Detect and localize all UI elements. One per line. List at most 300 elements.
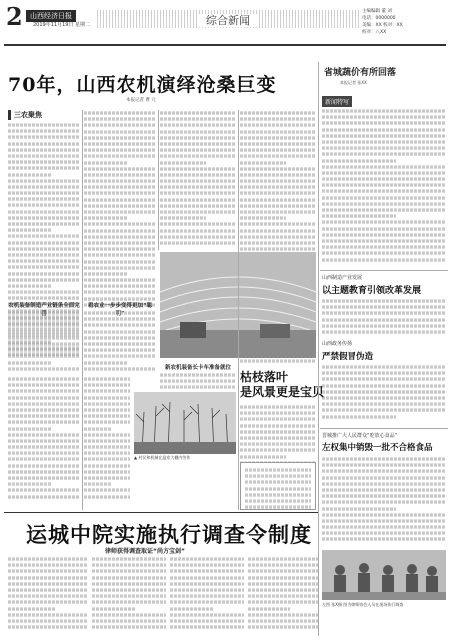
body-text-line	[240, 136, 316, 139]
body-text-line	[248, 588, 318, 591]
body-text-line	[92, 607, 136, 610]
body-text-line	[84, 489, 130, 492]
body-text-line	[92, 557, 166, 560]
body-text-line	[8, 266, 80, 269]
body-text-line	[8, 433, 80, 436]
body-text-line	[8, 154, 80, 157]
body-text-line	[84, 495, 130, 498]
body-text-line	[240, 192, 316, 195]
body-text-line	[84, 336, 156, 339]
section-label-sannong: 三农聚焦	[8, 110, 42, 120]
body-text-line	[322, 215, 396, 218]
right-mid-kicker: 山西制造产业发展	[322, 275, 363, 281]
body-text-line	[8, 229, 51, 232]
body-text-line	[160, 373, 236, 376]
right-mid-text	[322, 298, 446, 336]
body-text-line	[8, 198, 80, 201]
body-text-line	[84, 248, 156, 251]
body-text-line	[240, 124, 316, 127]
body-text-line	[322, 246, 446, 249]
body-text-line	[170, 613, 244, 616]
body-text-line	[170, 588, 244, 591]
body-text-line	[322, 140, 446, 143]
body-text-line	[84, 476, 130, 479]
bottom-headline[interactable]: 运城中院实施执行调查令制度	[26, 522, 312, 547]
body-text-line	[160, 235, 236, 238]
body-text-line	[8, 284, 51, 287]
body-text-line	[8, 324, 80, 327]
body-text-line	[170, 564, 244, 567]
body-text-line	[160, 142, 236, 145]
body-text-line	[322, 227, 446, 230]
body-text-line	[322, 507, 396, 510]
body-text-line	[84, 229, 156, 232]
lead-byline: 本报记者 曹 元	[126, 98, 156, 103]
body-text-line	[322, 396, 446, 399]
body-text-line	[84, 272, 127, 275]
body-text-line	[322, 324, 446, 327]
body-text-line	[8, 185, 80, 188]
body-text-line	[322, 513, 446, 516]
body-text-line	[8, 241, 80, 244]
body-text-line	[8, 204, 80, 207]
body-text-line	[240, 359, 316, 362]
body-text-line	[84, 408, 130, 411]
body-text-line	[84, 415, 130, 418]
right-top-story	[320, 66, 448, 86]
body-text-line	[322, 252, 446, 255]
body-text-line	[240, 210, 316, 213]
body-text-line	[8, 136, 80, 139]
body-text-line	[8, 464, 80, 467]
body-text-line	[8, 607, 56, 610]
body-text-line	[84, 367, 156, 370]
body-text-line	[84, 445, 130, 448]
body-text-line	[92, 588, 166, 591]
feature-headline[interactable]: 枯枝落叶 是风景更是宝贝	[240, 370, 325, 399]
body-text-line	[8, 415, 80, 418]
lead-column-2	[84, 110, 156, 310]
bottom-photo	[322, 550, 446, 600]
body-text-line	[322, 221, 446, 224]
body-text-line	[84, 111, 156, 114]
body-text-line	[322, 519, 446, 522]
body-text-line	[322, 415, 396, 418]
right-top-text	[322, 108, 446, 268]
body-text-line	[84, 179, 156, 182]
body-text-line	[8, 396, 80, 399]
body-text-line	[322, 233, 446, 236]
body-text-line	[240, 198, 316, 201]
body-text-line	[240, 430, 316, 433]
body-text-line	[322, 159, 396, 162]
body-text-line	[8, 260, 80, 263]
lead-column-2c	[84, 376, 130, 506]
body-text-line	[322, 134, 446, 137]
body-text-line	[240, 118, 316, 121]
body-text-line	[248, 619, 318, 622]
body-text-line	[8, 557, 88, 560]
body-text-line	[92, 619, 166, 622]
body-text-line	[84, 167, 156, 170]
body-text-line	[8, 476, 80, 479]
body-text-line	[8, 235, 80, 238]
body-text-line	[8, 272, 80, 275]
body-text-line	[8, 148, 80, 151]
column-rule	[158, 110, 159, 250]
body-text-line	[92, 601, 166, 604]
lead-headline[interactable]: 70年，山西农机演绎沧桑巨变	[8, 74, 277, 96]
body-text-line	[84, 421, 130, 424]
body-text-line	[240, 204, 316, 207]
body-text-line	[84, 124, 156, 127]
body-text-line	[8, 613, 88, 616]
body-text-line	[248, 607, 290, 610]
body-text-line	[322, 525, 446, 528]
sub-head-1: 农机装备制造产业链条全面完	[8, 303, 80, 309]
body-text-line	[240, 229, 316, 232]
body-text-line	[240, 449, 316, 452]
right-mid-headline2[interactable]: 严禁假冒伪造	[322, 352, 374, 362]
feature-image	[134, 392, 236, 454]
body-text-line	[248, 613, 318, 616]
bottom-photo-caption: 左图 张X摄 图为律师协会人员在现场执行调查	[322, 602, 446, 608]
body-text-line	[322, 318, 446, 321]
body-text-line	[240, 111, 316, 114]
body-text-line	[8, 342, 80, 345]
body-text-line	[160, 229, 236, 232]
body-text-line	[84, 390, 130, 393]
body-text-line	[240, 405, 316, 408]
body-text-line	[245, 499, 311, 502]
body-text-line	[322, 153, 446, 156]
body-text-line	[8, 130, 80, 133]
body-text-line	[240, 436, 316, 439]
body-text-line	[160, 149, 236, 152]
body-text-line	[248, 570, 318, 573]
sub-head-3: 新农机装备长卡车准备就位	[164, 365, 231, 371]
column-rule	[318, 62, 319, 636]
body-text-line	[248, 595, 318, 598]
body-text-line	[170, 595, 244, 598]
body-text-line	[8, 349, 80, 352]
body-text-line	[84, 149, 156, 152]
body-text-line	[245, 468, 311, 471]
body-text-line	[8, 421, 80, 424]
sub-head-2: 看农业一步步变得更加“聪	[87, 303, 153, 309]
body-text-line	[245, 506, 311, 509]
body-text-line	[248, 564, 318, 567]
top-rule	[4, 44, 446, 46]
body-text-line	[322, 495, 446, 498]
body-text-line	[84, 470, 130, 473]
body-text-line	[240, 412, 316, 415]
body-text-line	[322, 403, 446, 406]
body-text-line	[322, 390, 446, 393]
body-text-line	[8, 336, 80, 339]
lead-column-2b	[84, 310, 156, 372]
right-low-kicker: 晋城推广大人民群众“吃放心食品”	[322, 433, 398, 439]
body-text-line	[170, 619, 244, 622]
body-text-line	[84, 155, 156, 158]
body-text-line	[248, 557, 318, 560]
body-text-line	[240, 179, 316, 182]
body-text-line	[84, 311, 156, 314]
body-text-line	[84, 402, 130, 405]
body-text-line	[92, 576, 166, 579]
body-text-line	[84, 324, 156, 327]
body-text-line	[322, 409, 446, 412]
body-text-line	[170, 576, 244, 579]
body-text-line	[84, 355, 156, 358]
body-text-line	[170, 625, 244, 628]
body-text-line	[240, 248, 316, 251]
body-text-line	[322, 128, 446, 131]
bottom-column-1	[8, 556, 88, 636]
body-text-line	[84, 342, 156, 345]
body-text-line	[240, 217, 286, 220]
column-rule	[238, 110, 239, 510]
body-text-line	[240, 223, 316, 226]
body-text-line	[84, 118, 156, 121]
body-text-line	[160, 380, 236, 383]
body-text-line	[170, 582, 244, 585]
page-number: 2	[6, 2, 23, 31]
body-text-line	[8, 582, 88, 585]
body-text-line	[160, 155, 236, 158]
body-text-line	[160, 217, 206, 220]
body-text-line	[8, 408, 80, 411]
body-text-line	[84, 452, 130, 455]
body-text-line	[322, 147, 446, 150]
body-text-line	[8, 576, 88, 579]
body-text-line	[8, 483, 51, 486]
body-text-line	[8, 384, 80, 387]
bottom-column-3	[170, 556, 244, 636]
body-text-line	[8, 318, 80, 321]
body-text-line	[322, 365, 446, 368]
body-text-line	[84, 278, 156, 281]
body-text-line	[84, 204, 156, 207]
body-text-line	[248, 601, 318, 604]
body-text-line	[240, 142, 316, 145]
body-text-line	[170, 557, 244, 560]
body-text-line	[160, 386, 236, 389]
body-text-line	[245, 481, 311, 484]
body-text-line	[8, 495, 80, 498]
body-text-line	[240, 235, 316, 238]
body-text-line	[8, 191, 80, 194]
body-text-line	[240, 167, 316, 170]
body-text-line	[160, 198, 236, 201]
body-text-line	[322, 532, 446, 535]
body-text-line	[84, 136, 156, 139]
body-text-line	[322, 457, 446, 460]
body-text-line	[84, 361, 127, 364]
body-text-line	[240, 186, 316, 189]
body-text-line	[160, 223, 236, 226]
body-text-line	[84, 192, 156, 195]
body-text-line	[160, 167, 236, 170]
body-text-line	[322, 171, 446, 174]
body-text-line	[8, 625, 88, 628]
tag-news-feature: 新闻特写	[322, 96, 352, 107]
lead-column-3	[160, 110, 236, 250]
body-text-line	[8, 470, 80, 473]
body-text-line	[8, 619, 88, 622]
body-text-line	[322, 258, 446, 261]
body-text-line	[84, 396, 130, 399]
body-text-line	[160, 173, 236, 176]
feature-photo-caption: ▲ 村民和机械在温室大棚内劳作	[134, 455, 236, 461]
body-text-line	[160, 179, 236, 182]
body-text-line	[8, 278, 80, 281]
body-text-line	[8, 167, 80, 170]
body-text-line	[84, 377, 130, 380]
right-top-headline[interactable]: 省城蔬价有所回落	[324, 68, 397, 78]
body-text-line	[84, 173, 156, 176]
body-text-line	[8, 367, 80, 370]
right-mid-text2	[322, 364, 446, 424]
body-text-line	[240, 161, 286, 164]
body-text-line	[84, 254, 156, 257]
body-text-line	[84, 223, 156, 226]
body-text-line	[84, 291, 156, 294]
body-text-line	[160, 124, 236, 127]
body-text-line	[8, 290, 80, 293]
body-text-line	[322, 306, 446, 309]
body-text-line	[84, 433, 130, 436]
body-text-line	[92, 625, 166, 628]
body-text-line	[84, 260, 156, 263]
body-text-line	[322, 165, 446, 168]
body-text-line	[240, 455, 286, 458]
body-text-line	[92, 595, 166, 598]
body-text-line	[240, 130, 316, 133]
body-text-line	[84, 318, 156, 321]
body-text-line	[160, 186, 236, 189]
body-text-line	[84, 217, 127, 220]
body-text-line	[92, 570, 166, 573]
quote-box	[240, 462, 316, 510]
body-text-line	[322, 470, 446, 473]
feature-photo	[134, 392, 236, 454]
body-text-line	[240, 173, 316, 176]
body-text-line	[8, 458, 80, 461]
divider	[320, 428, 448, 429]
paper-name-tag: 山西经济日报	[26, 10, 76, 22]
editor-info: 主编编辑 董 刘 电话：0000000 美编：XX 校对：XX 校对：八XX	[362, 9, 403, 35]
right-mid-tag2: 山西政务传扬	[322, 341, 353, 347]
body-text-line	[160, 192, 236, 195]
right-mid-headline[interactable]: 以主题教育引领改革发展	[322, 286, 422, 296]
body-text-line	[322, 109, 446, 112]
body-text-line	[322, 538, 446, 541]
body-text-line	[8, 439, 80, 442]
body-text-line	[8, 489, 80, 492]
body-text-line	[84, 142, 156, 145]
section-bar	[97, 10, 359, 28]
body-text-line	[322, 312, 446, 315]
body-text-line	[8, 595, 88, 598]
body-text-line	[84, 235, 156, 238]
body-text-line	[245, 493, 311, 496]
body-text-line	[8, 361, 51, 364]
body-text-line	[8, 123, 80, 126]
bottom-subheadline: 律师获得调查取证“尚方宝剑”	[105, 548, 185, 555]
body-text-line	[8, 173, 51, 176]
body-text-line	[170, 601, 244, 604]
body-text-line	[322, 501, 446, 504]
body-text-line	[322, 122, 446, 125]
bottom-rule	[4, 512, 318, 513]
body-text-line	[248, 625, 318, 628]
body-text-line	[160, 241, 236, 244]
body-text-line	[84, 330, 156, 333]
body-text-line	[84, 198, 156, 201]
body-text-line	[8, 216, 80, 219]
body-text-line	[84, 161, 127, 164]
body-text-line	[8, 452, 80, 455]
body-text-line	[160, 130, 236, 133]
body-text-line	[322, 184, 446, 187]
body-text-line	[84, 266, 156, 269]
lead-column-1b	[8, 310, 80, 372]
body-text-line	[322, 190, 446, 193]
body-text-line	[8, 142, 80, 145]
body-text-line	[160, 136, 236, 139]
body-text-line	[8, 588, 88, 591]
lead-column-1c	[8, 376, 80, 506]
body-text-line	[322, 208, 446, 211]
body-text-line	[92, 613, 166, 616]
right-low-text	[322, 456, 446, 546]
body-text-line	[8, 390, 80, 393]
body-text-line	[8, 402, 80, 405]
body-text-line	[8, 311, 80, 314]
body-text-line	[84, 464, 130, 467]
body-text-line	[170, 607, 214, 610]
body-text-line	[84, 384, 130, 387]
body-text-line	[240, 241, 316, 244]
section-title: 综合新闻	[97, 12, 359, 28]
body-text-line	[8, 427, 51, 430]
body-text-line	[322, 464, 446, 467]
masthead	[0, 0, 450, 46]
body-text-line	[160, 111, 236, 114]
body-text-line	[84, 186, 156, 189]
body-text-line	[92, 564, 166, 567]
body-text-line	[240, 149, 316, 152]
body-text-line	[322, 372, 446, 375]
body-text-line	[8, 330, 80, 333]
body-text-line	[240, 418, 316, 421]
bottom-column-2	[92, 556, 166, 636]
body-text-line	[322, 202, 446, 205]
divider	[320, 270, 448, 271]
body-text-line	[240, 155, 316, 158]
body-text-line	[322, 482, 446, 485]
body-text-line	[8, 253, 80, 256]
body-text-line	[322, 299, 446, 302]
right-low-headline[interactable]: 左权集中销毁一批不合格食品	[322, 443, 433, 453]
body-text-line	[8, 570, 88, 573]
body-text-line	[322, 384, 446, 387]
body-text-line	[245, 487, 311, 490]
body-text-line	[84, 439, 130, 442]
body-text-line	[92, 582, 166, 585]
body-text-line	[84, 130, 156, 133]
